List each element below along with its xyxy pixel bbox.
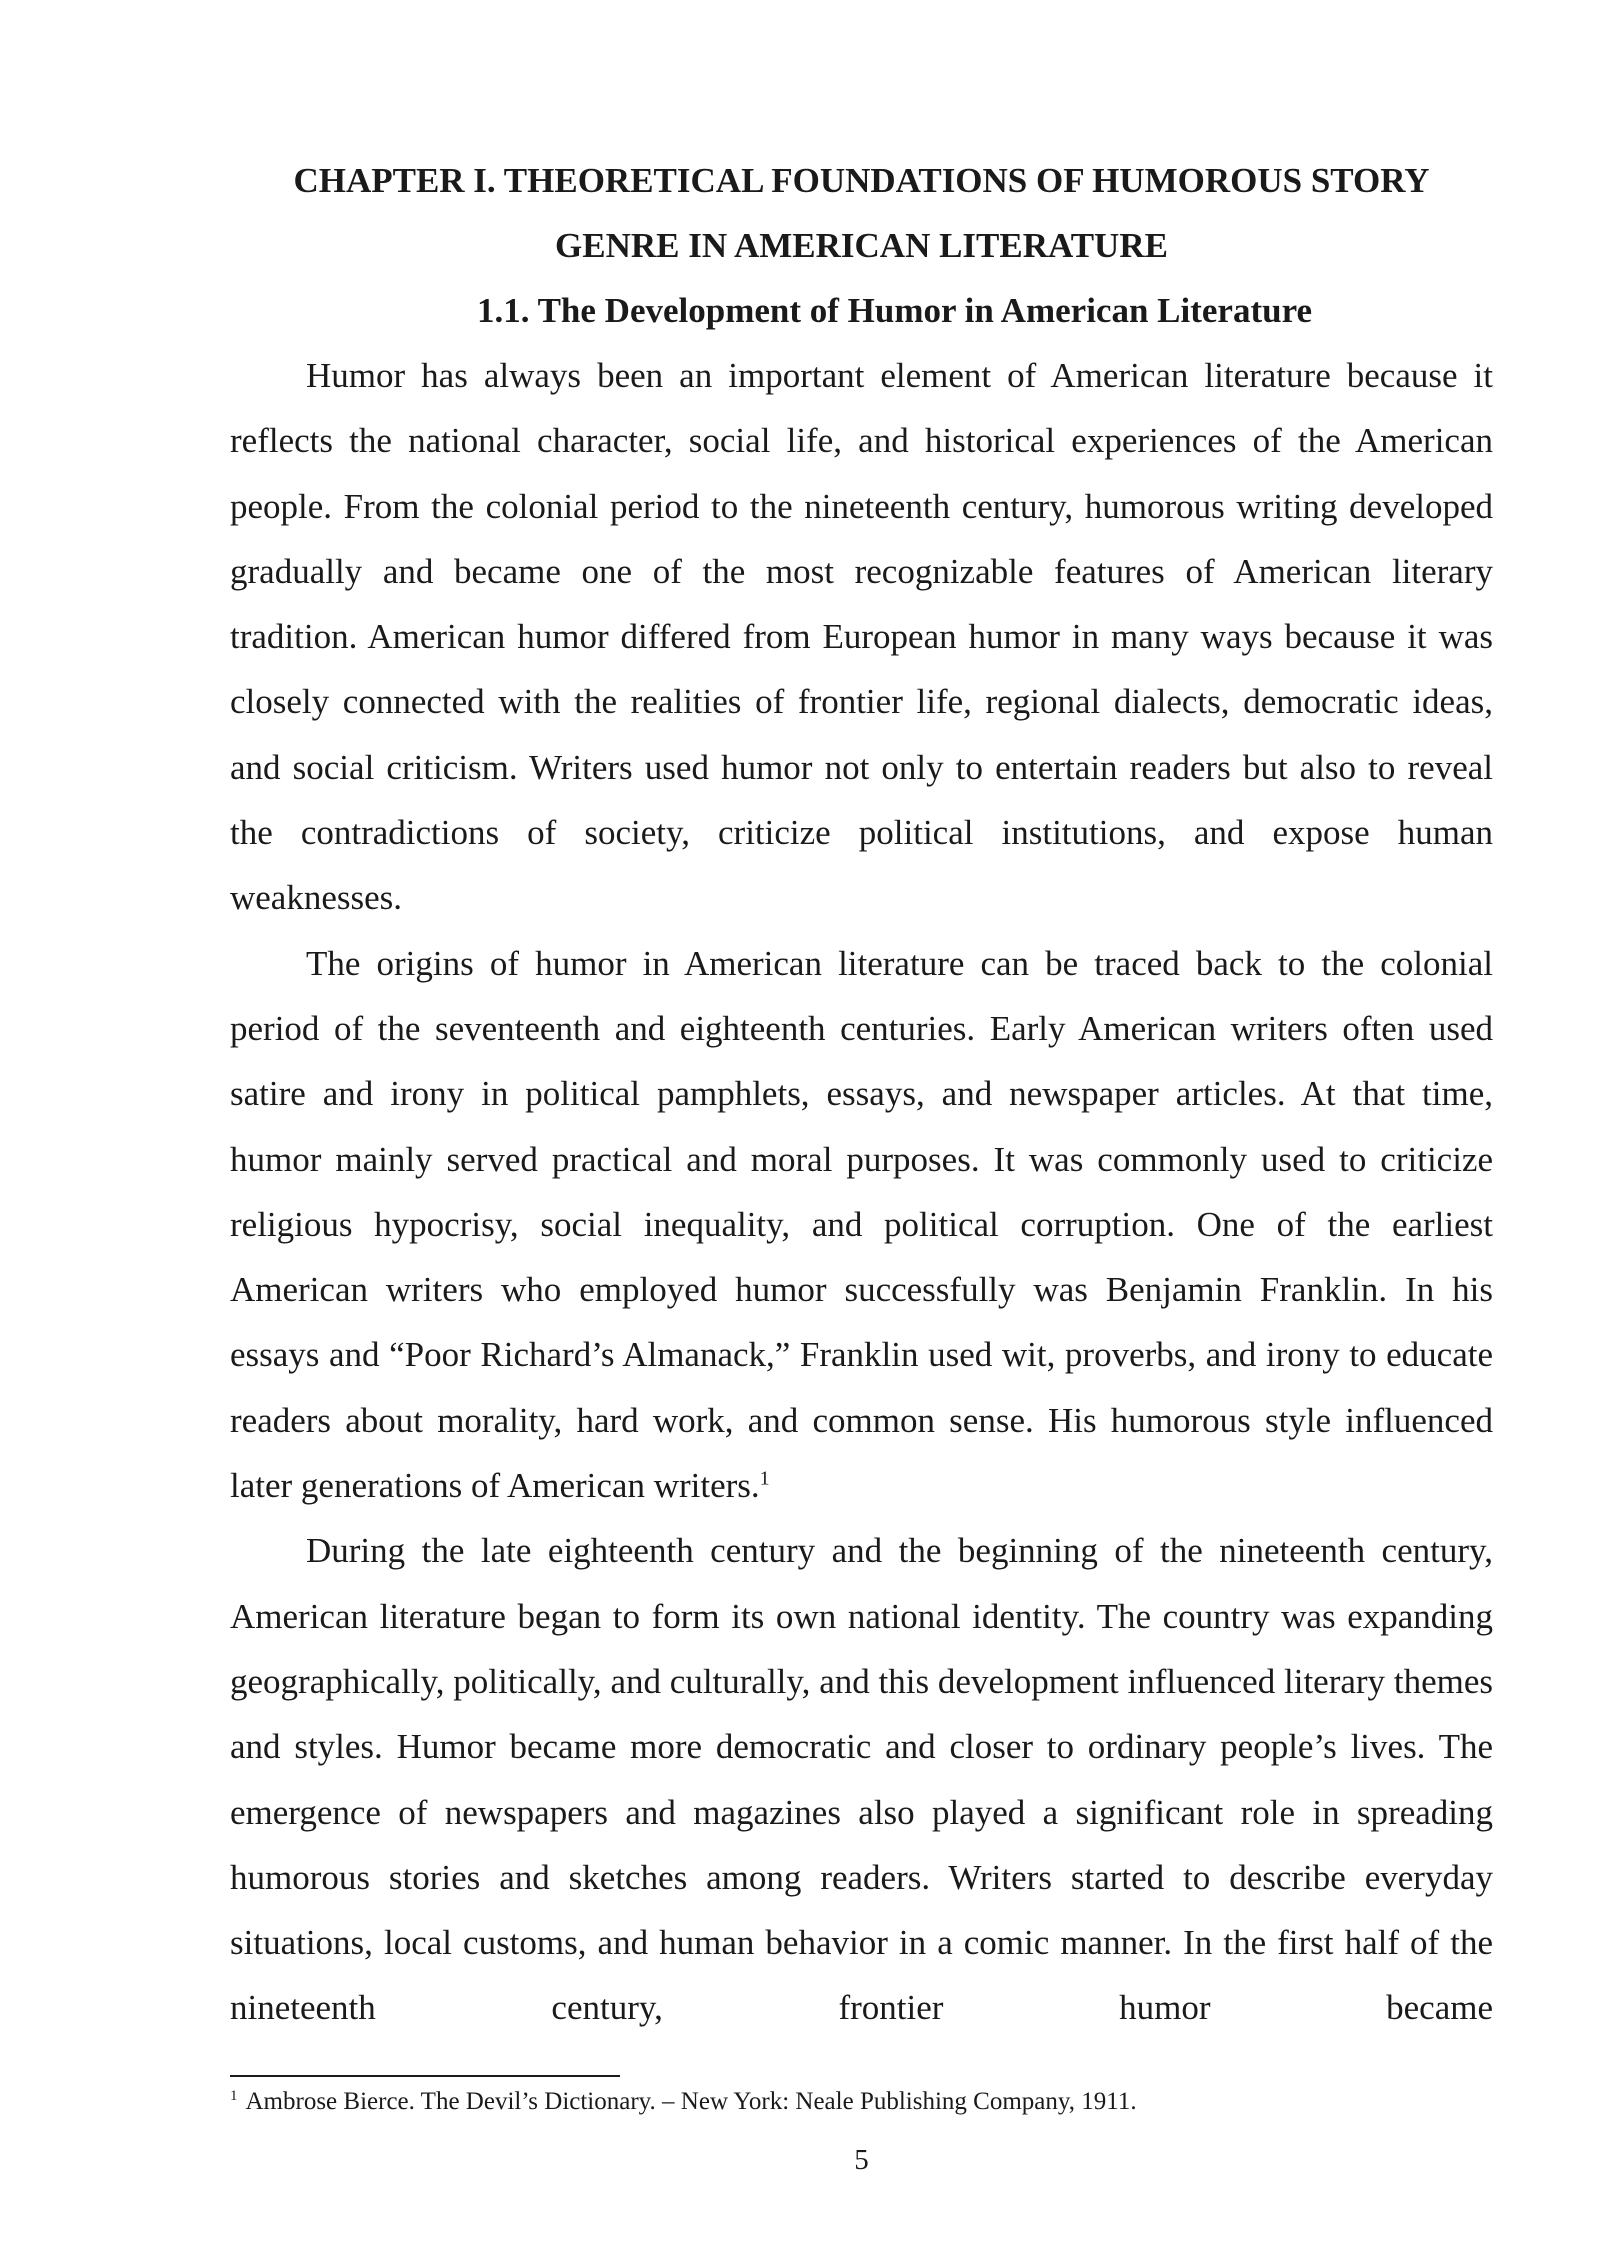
section-title bbox=[230, 278, 1493, 343]
paragraph-1-text: Humor has always been an important element of American literature because it reflects the national character, social life, and historical experiences of the American people. From the colonial period to the nineteenth century, humorous writing developed gradually and became one of the most recognizable features of American literary tradition. American humor differed from European humor in many ways because it was closely connected with the realities of frontier life, regional dialects, democratic ideas, and social criticism. Writers used humor not only to entertain readers but also to reveal the contradictions of society, criticize political institutions, and expose human weaknesses. bbox=[230, 356, 1493, 918]
chapter-title: CHAPTER I. THEORETICAL FOUNDATIONS OF HUMOROUS STORY GENRE IN AMERICAN LITERATURE bbox=[293, 161, 1430, 265]
footnote bbox=[230, 2086, 1493, 2118]
paragraph-2 bbox=[230, 931, 1493, 1519]
footnote-separator bbox=[230, 2075, 620, 2077]
paragraph-3-text: During the late eighteenth century and the beginning of the nineteenth century, American literature began to form its own national identity. The country was expanding geographically, politically, and culturally, and this development influenced literary themes and styles. Humor became more democratic and closer to ordinary people’s lives. The emergence of newspapers and magazines also played a significant role in spreading humorous stories and sketches among readers. Writers started to describe everyday situations, local customs, and human behavior in a comic manner. In the first half of the nineteenth century, frontier humor became bbox=[230, 1531, 1493, 2028]
page-number: 5 bbox=[854, 2144, 869, 2176]
document-page bbox=[230, 0, 1493, 2262]
paragraph-3 bbox=[230, 1518, 1493, 2040]
body-text bbox=[230, 343, 1493, 2041]
footnote-reference[interactable]: 1 bbox=[759, 1467, 770, 1490]
footnote-mark: 1 bbox=[230, 2087, 238, 2104]
paragraph-2-text: The origins of humor in American literature can be traced back to the colonial period of the seventeenth and eighteenth centuries. Early American writers often used satire and irony in political pamphlets, essays, and newspaper articles. At that time, humor mainly served practical and moral purposes. It was commonly used to criticize religious hypocrisy, social inequality, and political corruption. One of the earliest American writers who employed humor successfully was Benjamin Franklin. In his essays and “Poor Richard’s Almanack,” Franklin used wit, proverbs, and irony to educate readers about morality, hard work, and common sense. His humorous style influenced later generations of American writers. bbox=[230, 943, 1493, 1506]
footnote-text: Ambrose Bierce. The Devil’s Dictionary. – New York: Neale Publishing Company, 1911. bbox=[245, 2088, 1137, 2115]
section-title-text: 1.1. The Development of Humor in American Literature bbox=[476, 291, 1313, 330]
paragraph-1 bbox=[230, 343, 1493, 931]
